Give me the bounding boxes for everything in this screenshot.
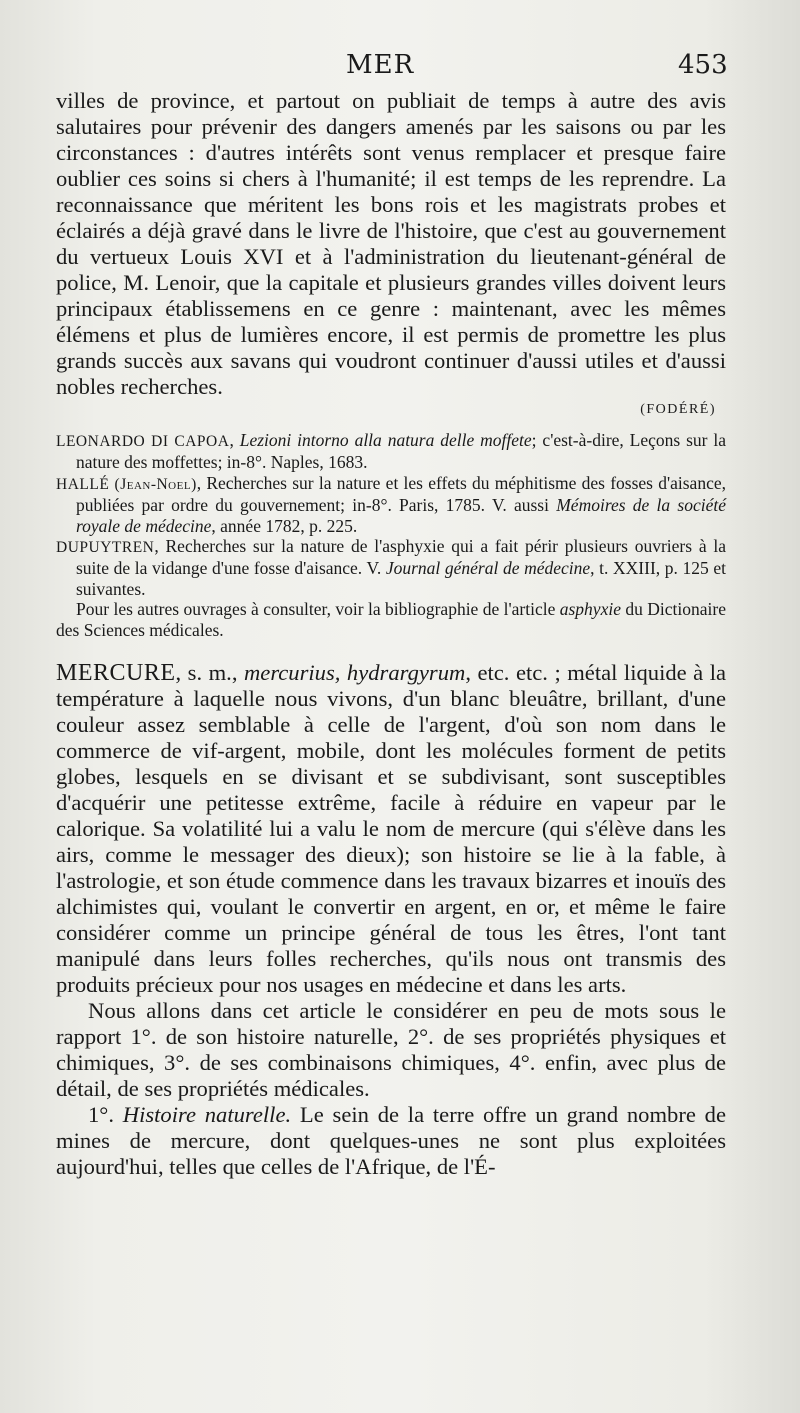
entry-outline-paragraph: Nous allons dans cet article le considérer en peu de mots sous le rapport 1°. de son histoire naturelle, 2°. de ses propriétés physiques et chimiques, 3°. de ses combinaisons chimiques, 4°. enfin, avec plus de détail, de ses propriétés médicales. — [56, 998, 726, 1102]
bib-note-article: asphyxie — [559, 599, 621, 620]
page-number: 453 — [678, 50, 728, 80]
entry-definition-text: métal liquide à la température à laquelle nous vivons, d'un blanc bleuâtre, brillant, d'une couleur assez semblable à celle de l'argent, d'où son nom dans le commerce de vif-argent, mobile, dont les molécules forment de petits globes, lesquels en se divisant et se subdivisant, sont susceptibles d'acquérir une petitesse extrême, facile à réduire en vapeur par le calorique. Sa volatilité lui a valu le nom de mercure (qui s'élève dans les airs, comme le messager des dieux); son histoire se lie à la fable, à l'astrologie, et son étude commence dans les travaux bizarres et inouïs des alchimistes qui, voulant le convertir en argent, en or, et même le faire considérer comme un principe général de tous les êtres, l'ont tant manipulé dans leurs folles recherches, qu'ils nous ont transmis des produits précieux pour nos usages en médecine et dans les arts. — [56, 660, 727, 998]
section-title: Histoire naturelle. — [122, 1102, 292, 1128]
entry-headword: MERCURE — [56, 660, 176, 687]
bib-author: LEONARDO DI CAPOA — [56, 433, 230, 450]
continuation-paragraph: villes de province, et partout on publiait de temps à autre des avis salutaires pour prévenir des dangers amenés par les saisons ou par les circonstances : d'autres intérêts sont venus remplacer et presque faire oublier ces soins si chers à l'humanité; il est temps de les reprendre. La reconnaissance que méritent les bons rois et les magistrats probes et éclairés a déjà gravé dans le livre de l'histoire, que c'est au gouvernement du vertueux Louis XVI et à l'administration du lieutenant-général de police, M. Lenoir, que la capitale et plusieurs grandes villes doivent leurs principaux établissemens en ce genre : maintenant, avec les mêmes élémens et plus de lumières encore, il est permis de promettre les plus grands succès aux savans qui voudront continuer d'aussi utiles et d'aussi nobles recherches. — [56, 88, 726, 399]
bib-details: ; c'est-à-dire, Leçons sur la nature des moffettes; in-8°. Naples, 1683. — [76, 430, 727, 473]
bib-title: Journal général de médecine — [385, 558, 591, 579]
bib-author: DUPUYTREN — [56, 539, 155, 557]
bib-entry — [56, 536, 726, 599]
bib-entry — [56, 473, 726, 536]
bib-title: Lezioni intorno alla natura delle moffete — [239, 430, 532, 450]
entry-definition — [56, 660, 726, 998]
section-number: 1°. — [88, 1102, 123, 1128]
bib-details: , Recherches sur la nature et les effets du méphitisme des fosses d'aisance, publiées par ordre du gouvernement; in-8°. Paris, 1785. V. aussi — [76, 472, 726, 516]
bib-details: , année 1782, p. 225. — [211, 515, 358, 536]
bib-title: Mémoires de la société royale de médecine — [76, 495, 726, 536]
entry-etc: , etc. etc. ; — [465, 660, 561, 686]
entry-latin: mercurius, hydrargyrum — [243, 660, 466, 686]
bib-entry: LEONARDO DI CAPOA, Lezioni intorno alla natura delle moffete; c'est-à-dire, Leçons sur la nature des moffettes; in-8°. Naples, 1683. — [56, 430, 727, 473]
mercure-entry — [56, 660, 726, 1180]
bibliography — [56, 430, 726, 640]
bib-author: HALLÉ (Jean-Noel) — [56, 475, 197, 493]
section-paragraph — [56, 1102, 726, 1180]
entry-grammar: , s. m., — [175, 660, 244, 686]
bib-note-text: du Dictionaire des Sciences médicales. — [56, 599, 726, 640]
running-head: MER — [346, 50, 415, 80]
main-column — [56, 88, 726, 1180]
section-text: Le sein de la terre offre un grand nombre de mines de mercure, dont quelques-unes ne sont plus exploitées aujourd'hui, telles que celles de l'Afrique, de l'É- — [56, 1102, 727, 1180]
page-header — [0, 50, 800, 90]
bib-note — [56, 599, 726, 640]
bib-details: , Recherches sur la nature de l'asphyxie qui a fait périr plusieurs ouvriers à la suite de la vidange d'une fosse d'aisance. V. — [76, 536, 726, 579]
bib-note-text: Pour les autres ouvrages à consulter, voir la bibliographie de l'article — [76, 599, 560, 620]
bib-details: , t. XXIII, p. 125 et suivantes. — [76, 558, 726, 599]
author-signature: (FODÉRÉ) — [640, 402, 716, 417]
